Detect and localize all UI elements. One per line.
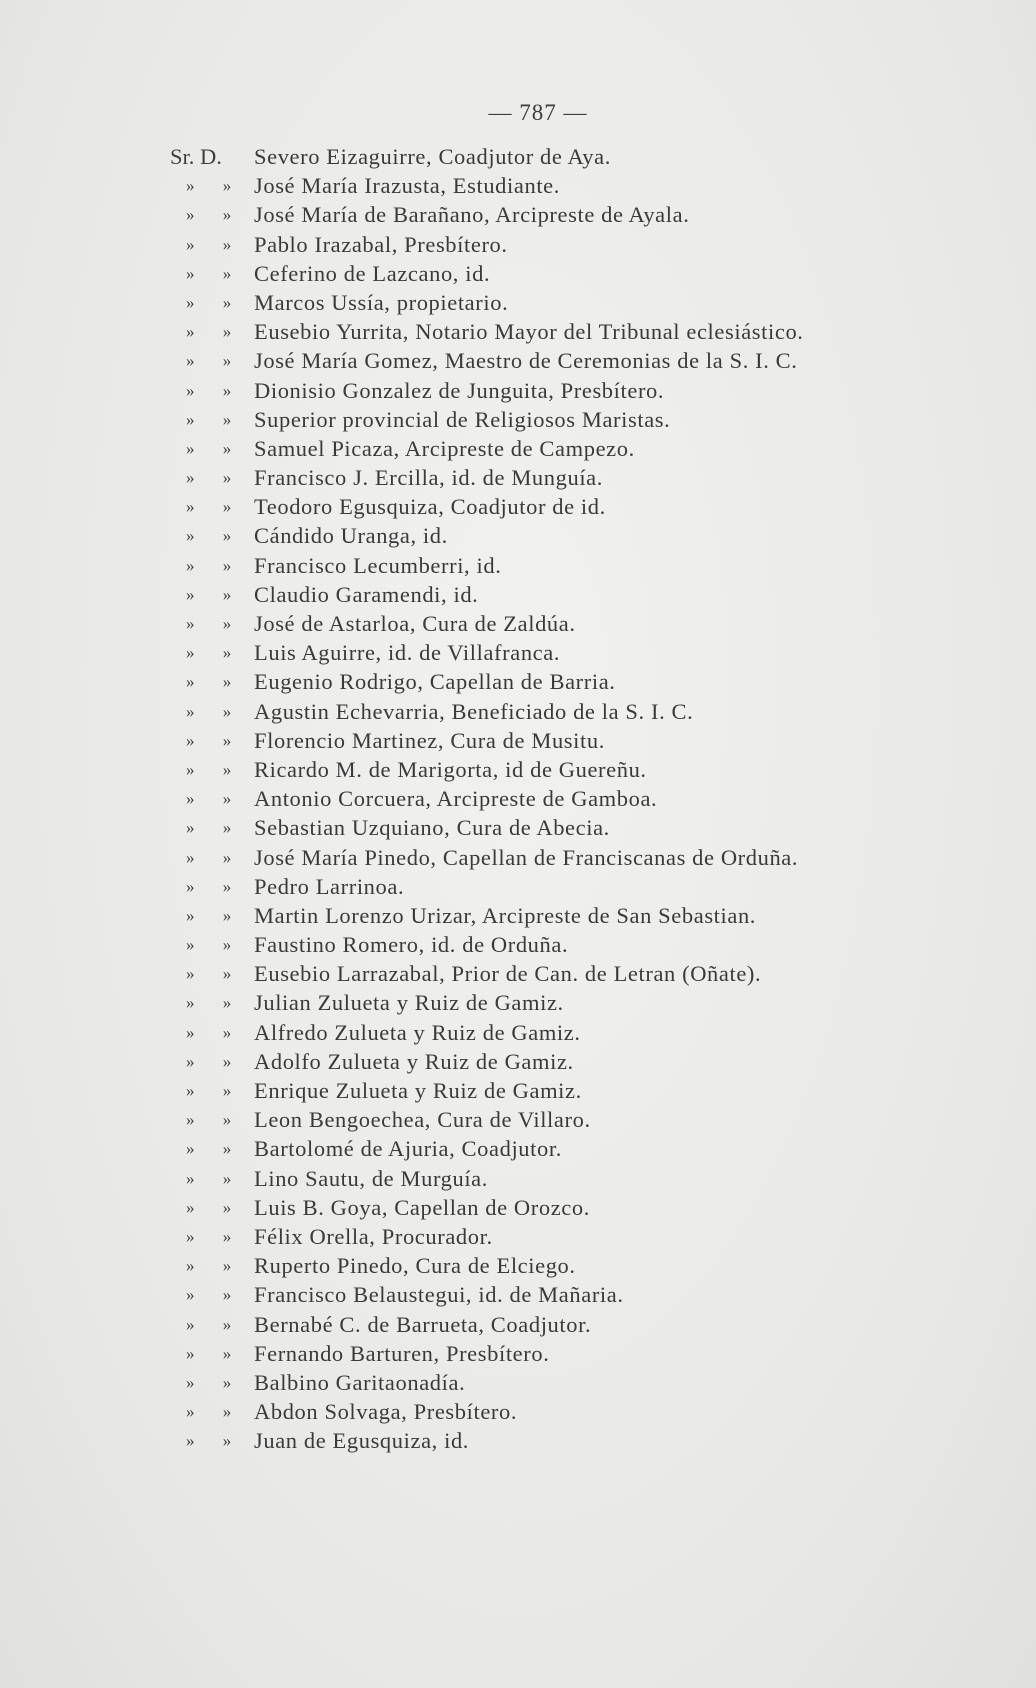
ditto-mark: » » [186, 701, 235, 721]
ditto-mark: » » [186, 964, 235, 984]
ditto-mark: » » [186, 1372, 235, 1392]
ditto-mark: » » [186, 409, 235, 429]
list-item [170, 988, 990, 1017]
list-item [170, 1280, 990, 1309]
list-item [170, 755, 990, 784]
ditto-mark: » » [186, 818, 235, 838]
entry-text: Ricardo M. de Marigorta, id de Guereñu. [254, 756, 647, 782]
entry-text: Leon Bengoechea, Cura de Villaro. [254, 1107, 591, 1133]
entry-text: Teodoro Egusquiza, Coadjutor de id. [254, 494, 606, 520]
ditto-mark: » » [186, 526, 235, 546]
list-item [170, 405, 990, 434]
list-item [170, 1251, 990, 1280]
list-item [170, 259, 990, 288]
ditto-mark: » » [186, 993, 235, 1013]
ditto-mark: » » [186, 614, 235, 633]
list-item [170, 492, 990, 521]
ditto-mark: » » [186, 1081, 235, 1100]
list-item [170, 521, 990, 550]
ditto-mark: » » [186, 234, 235, 254]
ditto-mark: » » [186, 380, 235, 400]
ditto-mark: » » [186, 205, 235, 225]
ditto-mark: » » [186, 643, 235, 663]
entry-text: Cándido Uranga, id. [254, 523, 448, 549]
subscriber-list [170, 142, 990, 1455]
entry-text: Félix Orella, Procurador. [254, 1223, 493, 1249]
entry-text: José María Irazusta, Estudiante. [254, 173, 560, 199]
entry-text: Julian Zulueta y Ruiz de Gamiz. [254, 990, 564, 1016]
entry-text: Juan de Egusquiza, id. [254, 1428, 470, 1454]
ditto-mark: » » [186, 876, 235, 896]
ditto-mark: » » [186, 555, 235, 575]
entry-text: Dionisio Gonzalez de Junguita, Presbítero. [254, 377, 665, 403]
list-item [170, 1076, 990, 1105]
list-item [170, 901, 990, 930]
entry-text: Florencio Martinez, Cura de Musitu. [254, 727, 605, 753]
ditto-mark: » » [186, 176, 235, 196]
entry-text: Ruperto Pinedo, Cura de Elciego. [254, 1253, 576, 1279]
ditto-mark: » » [186, 1285, 235, 1305]
list-item [170, 959, 990, 988]
ditto-mark: » » [186, 1022, 235, 1042]
ditto-mark: » » [186, 351, 235, 371]
list-item [170, 930, 990, 959]
ditto-mark: » » [186, 1343, 235, 1363]
ditto-mark: » » [186, 1110, 235, 1130]
list-item [170, 171, 990, 200]
list-item [170, 667, 990, 696]
entry-text: José de Astarloa, Cura de Zaldúa. [254, 611, 576, 636]
list-item [170, 288, 990, 317]
list-item [170, 434, 990, 463]
ditto-mark: » » [186, 1402, 235, 1422]
entry-text: Martin Lorenzo Urizar, Arcipreste de San Sebastian. [254, 902, 757, 928]
list-item [170, 230, 990, 259]
ditto-mark: » » [186, 584, 235, 604]
list-item [170, 697, 990, 726]
list-item [170, 1368, 990, 1397]
ditto-mark: » » [186, 905, 235, 925]
entry-text: Abdon Solvaga, Presbítero. [254, 1399, 518, 1425]
entry-text: Claudio Garamendi, id. [254, 581, 479, 607]
ditto-mark: » » [186, 730, 235, 750]
entry-text: Fernando Barturen, Presbítero. [254, 1340, 550, 1366]
entry-text: Pablo Irazabal, Presbítero. [254, 231, 508, 257]
list-item [170, 813, 990, 842]
list-item [170, 317, 990, 346]
entry-text: Superior provincial de Religiosos Maristas. [254, 406, 671, 432]
entry-text: Eusebio Yurrita, Notario Mayor del Tribunal eclesiástico. [254, 319, 804, 345]
ditto-mark: » » [186, 322, 235, 342]
entry-text: José María de Barañano, Arcipreste de Ayala. [254, 202, 690, 228]
entry-text: Severo Eizaguirre, Coadjutor de Aya. [254, 144, 611, 169]
list-item [170, 872, 990, 901]
entry-text: Faustino Romero, id. de Orduña. [254, 932, 569, 958]
entry-text: Bartolomé de Ajuria, Coadjutor. [254, 1136, 562, 1162]
entry-text: Samuel Picaza, Arcipreste de Campezo. [254, 435, 635, 461]
entry-text: Francisco Lecumberri, id. [254, 552, 502, 578]
list-item [170, 580, 990, 609]
ditto-mark: » » [186, 847, 235, 867]
ditto-mark: » » [186, 789, 235, 809]
entry-text: José María Pinedo, Capellan de Franciscanas de Orduña. [254, 844, 799, 870]
entry-text: Agustin Echevarria, Beneficiado de la S. I. C. [254, 698, 694, 724]
entry-text: Alfredo Zulueta y Ruiz de Gamiz. [254, 1019, 581, 1045]
ditto-mark: » » [186, 672, 235, 692]
list-item [170, 142, 990, 171]
ditto-mark: » » [186, 1226, 235, 1246]
entry-text: Enrique Zulueta y Ruiz de Gamiz. [254, 1078, 582, 1103]
entry-text: Adolfo Zulueta y Ruiz de Gamiz. [254, 1048, 574, 1074]
list-item [170, 1105, 990, 1134]
list-item [170, 726, 990, 755]
list-item [170, 463, 990, 492]
ditto-mark: » » [186, 935, 235, 955]
ditto-mark: » » [186, 1314, 235, 1334]
list-item [170, 1397, 990, 1426]
entry-text: Marcos Ussía, propietario. [254, 289, 509, 315]
ditto-mark: » » [186, 759, 235, 779]
list-item [170, 200, 990, 229]
list-item [170, 1193, 990, 1222]
entry-text: Luis Aguirre, id. de Villafranca. [254, 640, 561, 666]
entry-text: Francisco Belaustegui, id. de Mañaria. [254, 1282, 624, 1308]
list-item [170, 1426, 990, 1455]
list-item [170, 1018, 990, 1047]
ditto-mark: » » [186, 1431, 235, 1451]
list-item [170, 1310, 990, 1339]
entry-text: Eusebio Larrazabal, Prior de Can. de Letran (Oñate). [254, 961, 762, 987]
list-item [170, 1047, 990, 1076]
entry-text: Bernabé C. de Barrueta, Coadjutor. [254, 1311, 592, 1337]
list-item [170, 346, 990, 375]
entry-text: Francisco J. Ercilla, id. de Munguía. [254, 465, 603, 491]
entry-text: Sebastian Uzquiano, Cura de Abecia. [254, 815, 610, 841]
entry-text: Antonio Corcuera, Arcipreste de Gamboa. [254, 786, 658, 812]
ditto-mark: » » [186, 292, 235, 312]
entry-text: Ceferino de Lazcano, id. [254, 260, 491, 286]
list-item [170, 638, 990, 667]
list-item [170, 784, 990, 813]
entry-text: Pedro Larrinoa. [254, 873, 405, 899]
entry-text: Lino Sautu, de Murguía. [254, 1165, 488, 1191]
list-item [170, 1222, 990, 1251]
entry-text: Balbino Garitaonadía. [254, 1369, 466, 1395]
list-item [170, 551, 990, 580]
ditto-mark: » » [186, 1168, 235, 1188]
list-item [170, 609, 990, 638]
ditto-mark: » » [186, 1139, 235, 1159]
list-item [170, 843, 990, 872]
list-item [170, 1164, 990, 1193]
entry-text: José María Gomez, Maestro de Ceremonias de la S. I. C. [254, 348, 798, 374]
ditto-mark: » » [186, 1256, 235, 1276]
ditto-mark: » » [186, 1051, 235, 1071]
page-number: — 787 — [488, 100, 588, 125]
ditto-mark: » » [186, 1197, 235, 1217]
list-item [170, 1134, 990, 1163]
title-prefix: Sr. D. [170, 144, 222, 169]
ditto-mark: » » [186, 497, 235, 517]
ditto-mark: » » [186, 468, 235, 488]
list-item [170, 376, 990, 405]
entry-text: Eugenio Rodrigo, Capellan de Barria. [254, 669, 616, 695]
list-item [170, 1339, 990, 1368]
ditto-mark: » » [186, 438, 235, 458]
ditto-mark: » » [186, 263, 235, 283]
entry-text: Luis B. Goya, Capellan de Orozco. [254, 1194, 590, 1220]
